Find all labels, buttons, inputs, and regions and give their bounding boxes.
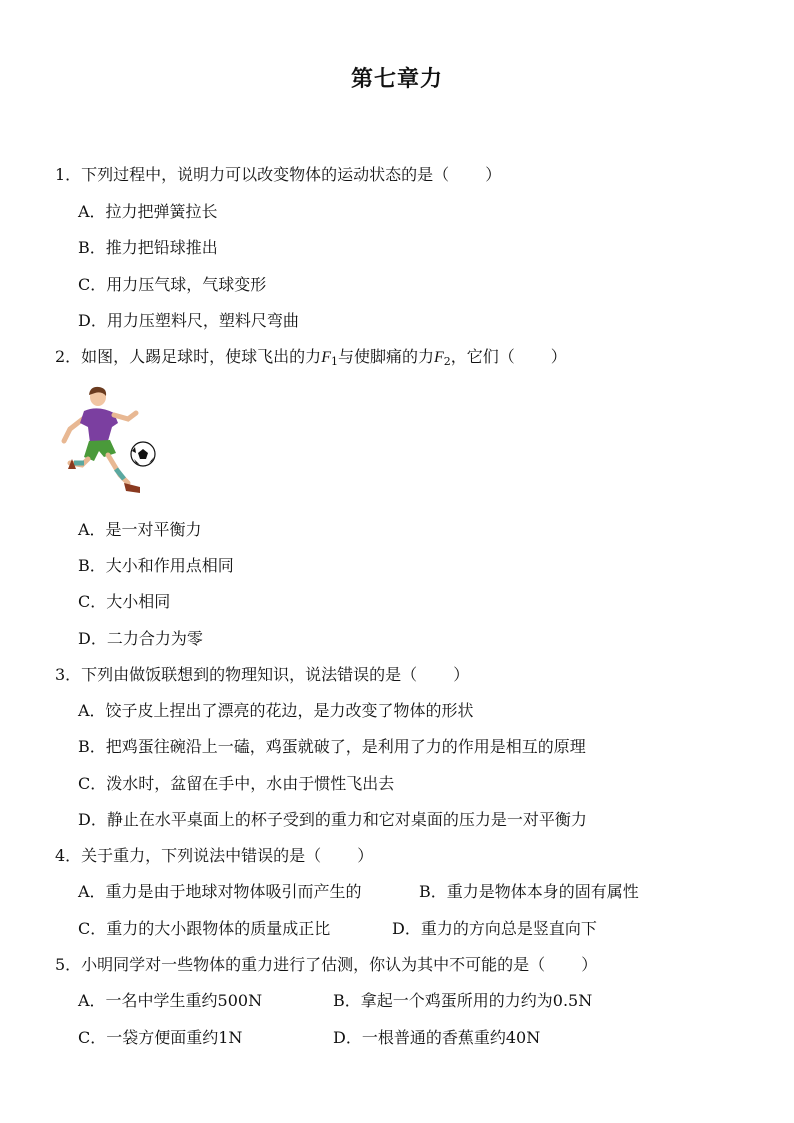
question-2-text-b: 与使脚痛的力 <box>337 347 434 366</box>
question-2-text-c: ，它们（ <box>450 347 515 366</box>
question-2-stem <box>55 346 567 373</box>
soccer-player-illustration <box>58 383 158 501</box>
question-2-option-a: A．是一对平衡力 <box>78 520 202 539</box>
force-f1-subscript: 1 <box>330 355 338 368</box>
force-f2-subscript: 2 <box>443 355 451 368</box>
question-2-paren-close: ） <box>550 347 567 366</box>
question-5-option-d: D．一根普通的香蕉重约40N <box>333 1028 541 1047</box>
question-3-option-b: B．把鸡蛋往碗沿上一磕，鸡蛋就破了，是利用了力的作用是相互的原理 <box>78 737 586 756</box>
page-title: 第七章力 <box>350 67 443 92</box>
question-5-option-b: B．拿起一个鸡蛋所用的力约为0.5N <box>333 991 593 1010</box>
question-3-option-d: D．静止在水平桌面上的杯子受到的重力和它对桌面的压力是一对平衡力 <box>78 810 587 829</box>
question-2-text-a: 2．如图，人踢足球时，使球飞出的力 <box>55 347 322 366</box>
question-1-option-d: D．用力压塑料尺，塑料尺弯曲 <box>78 311 299 330</box>
question-1-paren-close: ） <box>485 165 502 184</box>
question-4-paren-close: ） <box>357 846 374 865</box>
question-3-option-a: A．饺子皮上捏出了漂亮的花边，是力改变了物体的形状 <box>78 701 474 720</box>
question-4-option-c: C．重力的大小跟物体的质量成正比 <box>78 919 331 938</box>
question-4-option-b: B．重力是物体本身的固有属性 <box>419 882 639 901</box>
question-4-text: 4．关于重力，下列说法中错误的是（ <box>55 846 322 865</box>
question-3-stem <box>55 664 469 686</box>
question-5-text: 5．小明同学对一些物体的重力进行了估测，你认为其中不可能的是（ <box>55 955 546 974</box>
question-3-text: 3．下列由做饭联想到的物理知识，说法错误的是（ <box>55 665 418 684</box>
force-f2-symbol: F <box>433 349 444 366</box>
question-5-option-a: A．一名中学生重约500N <box>78 991 263 1010</box>
question-1-option-a: A．拉力把弹簧拉长 <box>78 202 218 221</box>
question-5-option-c: C．一袋方便面重约1N <box>78 1028 243 1047</box>
question-1-stem <box>55 164 501 186</box>
force-f1-symbol: F <box>321 349 331 366</box>
question-1-option-b: B．推力把铅球推出 <box>78 238 218 257</box>
question-2-option-c: C．大小相同 <box>78 592 171 611</box>
question-3-paren-close: ） <box>453 665 470 684</box>
question-4-option-a: A．重力是由于地球对物体吸引而产生的 <box>78 882 362 901</box>
question-5-stem <box>55 954 597 976</box>
question-3-option-c: C．泼水时，盆留在手中，水由于惯性飞出去 <box>78 774 395 793</box>
question-4-stem <box>55 845 373 867</box>
question-1-option-c: C．用力压气球，气球变形 <box>78 275 267 294</box>
question-2-option-d: D．二力合力为零 <box>78 629 203 648</box>
question-4-option-d: D．重力的方向总是竖直向下 <box>392 919 597 938</box>
question-5-paren-close: ） <box>581 955 598 974</box>
question-1-text: 1．下列过程中，说明力可以改变物体的运动状态的是（ <box>55 165 450 184</box>
question-2-option-b: B．大小和作用点相同 <box>78 556 234 575</box>
